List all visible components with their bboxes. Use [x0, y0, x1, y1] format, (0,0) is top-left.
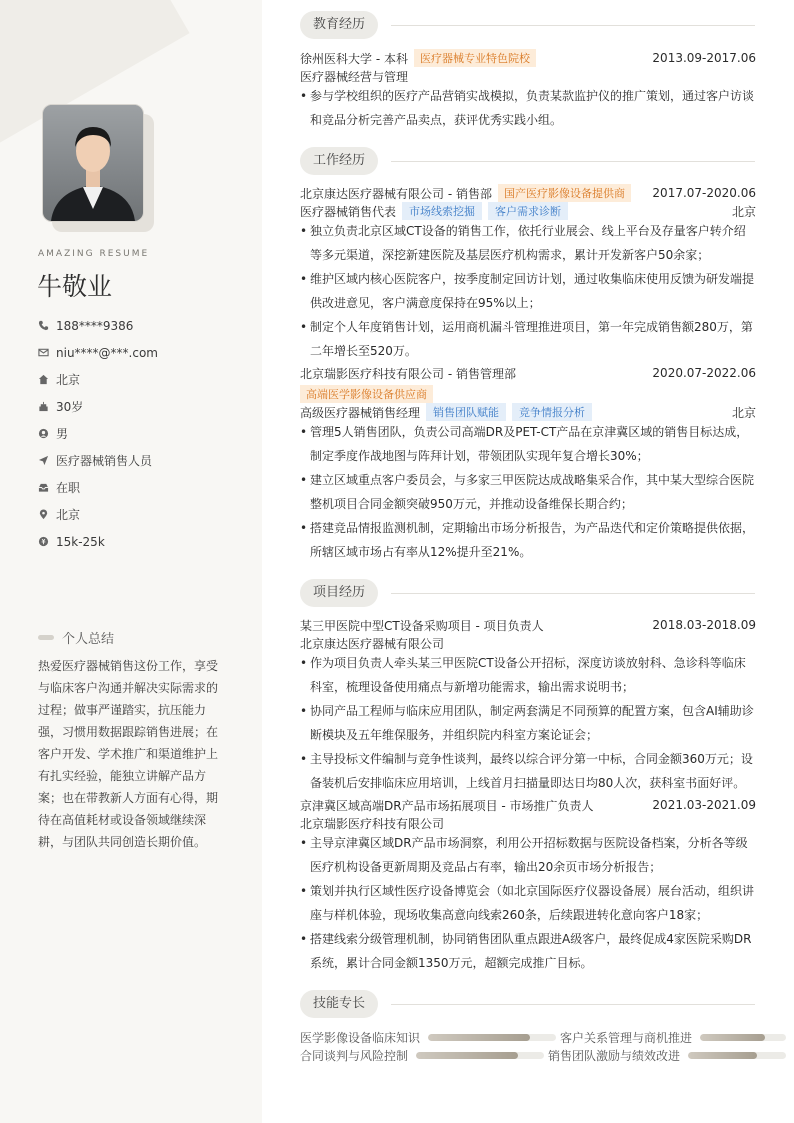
job-role: 医疗器械销售代表	[300, 204, 397, 219]
city-text: 北京	[56, 508, 81, 522]
major-name: 医疗器械经营与管理	[300, 69, 409, 84]
section-work-header	[300, 147, 755, 175]
section-title: 教育经历	[300, 11, 378, 39]
skill-bar-fill	[688, 1052, 757, 1059]
section-skills-header	[300, 990, 755, 1018]
job-bullet: • 建立区域重点客户委员会，与多家三甲医院达成战略集采合作，其中某大型综合医院整机项目合同金额突破950万元，并推动设备维保长期合约；	[300, 468, 756, 516]
summary-text: 热爱医疗器械销售这份工作，享受与临床客户沟通并解决实际需求的过程；做事严谨踏实，抗压能力强，习惯用数据跟踪销售进展；在客户开发、学术推广和渠道维护上有扎实经验，能独立讲解产品方案；也在带教新人方面有心得，期待在高值耗材或设备领域继续深耕，与团队共同创造长期价值。	[38, 659, 219, 849]
section-divider	[391, 25, 755, 26]
info-salary	[38, 528, 158, 555]
job-bullet: • 维护区域内核心医院客户，按季度制定回访计划，通过收集临床使用反馈为研发端提供改进意见，客户满意度保持在95%以上；	[300, 267, 756, 315]
job-tag: 客户需求诊断	[488, 202, 568, 220]
skill-name: 销售团队激励与绩效改进	[548, 1048, 681, 1063]
education-header-row	[300, 49, 756, 67]
sidebar	[0, 0, 262, 1123]
salary-text: 15k-25k	[56, 534, 105, 549]
skill-bar	[428, 1034, 556, 1041]
project-org: 北京瑞影医疗科技有限公司	[300, 816, 445, 831]
skill-item	[548, 1046, 786, 1064]
phone-icon	[38, 320, 49, 331]
project-bullet: • 作为项目负责人牵头某三甲医院CT设备公开招标，深度访谈放射科、急诊科等临床科室，梳理设备使用痛点与新增功能需求，输出需求说明书；	[300, 651, 756, 699]
job-company: 北京瑞影医疗科技有限公司 - 销售管理部	[300, 366, 516, 381]
job-company: 北京康达医疗器械有限公司 - 销售部	[300, 186, 492, 201]
phone-text: 188****9386	[56, 318, 134, 333]
contact-info	[38, 312, 158, 555]
summary-title: 个人总结	[62, 632, 115, 647]
skill-bar	[416, 1052, 544, 1059]
project-org: 北京康达医疗器械有限公司	[300, 636, 445, 651]
section-title: 技能专长	[300, 990, 378, 1018]
summary-heading	[38, 628, 114, 647]
resume-tagline: AMAZING RESUME	[38, 249, 150, 259]
job-role: 高级医疗器械销售经理	[300, 405, 421, 420]
skill-bar-fill	[700, 1034, 765, 1041]
person-circle-icon	[38, 428, 49, 439]
age-text: 30岁	[56, 400, 84, 414]
pin-icon	[38, 509, 49, 520]
job-period: 2017.07-2020.06	[652, 186, 756, 200]
skill-bar	[700, 1034, 786, 1041]
role-text: 医疗器械销售人员	[56, 454, 153, 468]
skill-item	[300, 1046, 544, 1064]
project-period: 2021.03-2021.09	[652, 798, 756, 812]
job-role-row	[300, 202, 756, 220]
project-bullet: • 搭建线索分级管理机制，协同销售团队重点跟进A级客户，最终促成4家医院采购DR系统，累计合同金额1350万元，超额完成推广目标。	[300, 927, 756, 975]
skill-bar-fill	[428, 1034, 530, 1041]
project-org-row	[300, 814, 756, 832]
job-badge-row	[300, 385, 756, 403]
section-education-header	[300, 11, 755, 39]
job-bullet: • 管理5人销售团队，负责公司高端DR及PET-CT产品在京津冀区域的销售目标达成，制定季度作战地图与阵拜计划，带领团队实现年复合增长30%；	[300, 420, 756, 468]
section-divider	[391, 1004, 755, 1005]
education-bullet: • 参与学校组织的医疗产品营销实战模拟，负责某款监护仪的推广策划，通过客户访谈和竞品分析完善产品卖点，获评优秀实践小组。	[300, 84, 756, 132]
job-period: 2020.07-2022.06	[652, 366, 756, 380]
job-role-row	[300, 403, 756, 421]
section-title: 工作经历	[300, 147, 378, 175]
section-projects-header	[300, 579, 755, 607]
skill-item	[300, 1028, 556, 1046]
profile-photo	[42, 104, 144, 222]
skill-item	[560, 1028, 786, 1046]
job-tag: 市场线索挖掘	[402, 202, 482, 220]
info-age	[38, 393, 158, 420]
school-badge: 医疗器械专业特色院校	[414, 49, 536, 67]
company-badge: 国产医疗影像设备提供商	[498, 184, 631, 202]
info-city	[38, 501, 158, 528]
skill-bar-fill	[416, 1052, 518, 1059]
summary-heading-bar	[38, 635, 54, 640]
project-name: 京津冀区域高端DR产品市场拓展项目 - 市场推广负责人	[300, 798, 594, 813]
project-period: 2018.03-2018.09	[652, 618, 756, 632]
skill-name: 客户关系管理与商机推进	[560, 1030, 693, 1045]
job-header-row	[300, 364, 756, 382]
job-header-row	[300, 184, 756, 202]
project-org-row	[300, 634, 756, 652]
company-badge: 高端医学影像设备供应商	[300, 385, 433, 403]
skill-name: 合同谈判与风险控制	[300, 1048, 409, 1063]
info-role	[38, 447, 158, 474]
mail-icon	[38, 347, 49, 358]
info-location	[38, 366, 158, 393]
email-text: niu****@***.com	[56, 345, 158, 360]
home-icon	[38, 374, 49, 385]
project-bullet: • 协同产品工程师与临床应用团队，制定两套满足不同预算的配置方案，包含AI辅助诊断模块及五年维保服务，并组织院内科室方案论证会；	[300, 699, 756, 747]
project-name: 某三甲医院中型CT设备采购项目 - 项目负责人	[300, 618, 544, 633]
skill-name: 医学影像设备临床知识	[300, 1030, 421, 1045]
gender-text: 男	[56, 427, 69, 441]
cake-icon	[38, 401, 49, 412]
info-gender	[38, 420, 158, 447]
school-name: 徐州医科大学 - 本科	[300, 51, 408, 66]
send-icon	[38, 455, 49, 466]
education-period: 2013.09-2017.06	[652, 51, 756, 65]
job-bullet: • 搭建竞品情报监测机制，定期输出市场分析报告，为产品迭代和定价策略提供依据，所辖区域市场占有率从12%提升至21%。	[300, 516, 756, 564]
project-bullet: • 主导投标文件编制与竞争性谈判，最终以综合评分第一中标，合同金额360万元；设备装机后安排临床应用培训，上线首月扫描量即达日均80人次，获科室书面好评。	[300, 747, 756, 795]
project-header-row	[300, 796, 756, 814]
candidate-name: 牛敬业	[37, 272, 113, 301]
job-bullet: • 制定个人年度销售计划，运用商机漏斗管理推进项目，第一年完成销售额280万，第二年增长至520万。	[300, 315, 756, 363]
job-bullet: • 独立负责北京区域CT设备的销售工作，依托行业展会、线上平台及存量客户转介绍等多元渠道，深挖新建医院及基层医疗机构需求，累计开发新客户50余家；	[300, 219, 756, 267]
coin-icon	[38, 536, 49, 547]
section-title: 项目经历	[300, 579, 378, 607]
job-tag: 竞争情报分析	[512, 403, 592, 421]
project-header-row	[300, 616, 756, 634]
project-bullet: • 主导京津冀区域DR产品市场洞察，利用公开招标数据与医院设备档案，分析各等级医疗机构设备更新周期及竞品占有率，输出20余页市场分析报告；	[300, 831, 756, 879]
inbox-icon	[38, 482, 49, 493]
education-major-row	[300, 67, 756, 85]
status-text: 在职	[56, 481, 81, 495]
location-text: 北京	[56, 373, 81, 387]
info-email	[38, 339, 158, 366]
job-tag: 销售团队赋能	[426, 403, 506, 421]
info-phone	[38, 312, 158, 339]
section-divider	[391, 161, 755, 162]
skill-bar	[688, 1052, 786, 1059]
project-bullet: • 策划并执行区域性医疗设备博览会（如北京国际医疗仪器设备展）展台活动，组织讲座与样机体验，现场收集高意向线索260条，后续跟进转化意向客户18家；	[300, 879, 756, 927]
job-city: 北京	[731, 204, 756, 219]
job-city: 北京	[731, 405, 756, 420]
section-divider	[391, 593, 755, 594]
info-status	[38, 474, 158, 501]
